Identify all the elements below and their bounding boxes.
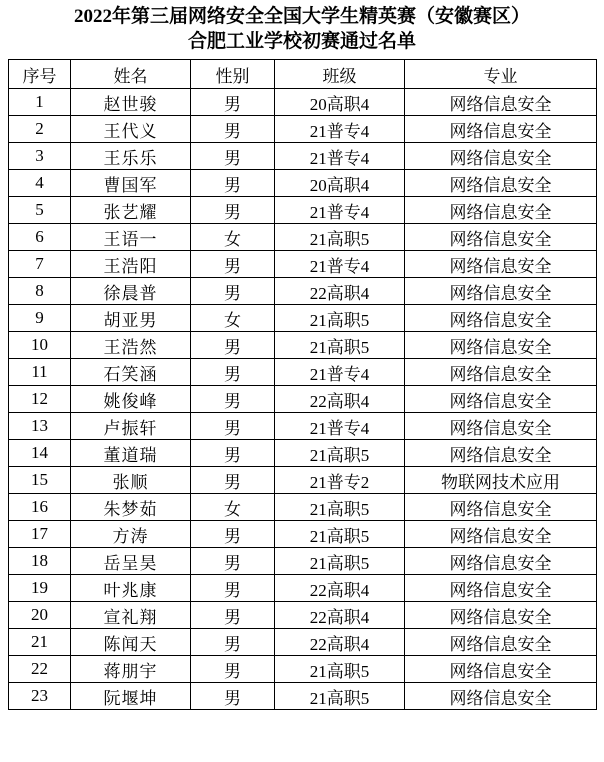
cell-seq: 20	[9, 602, 71, 629]
cell-major: 网络信息安全	[405, 386, 597, 413]
cell-sex: 女	[191, 224, 275, 251]
table-row	[9, 332, 597, 359]
cell-sex: 男	[191, 548, 275, 575]
cell-sex: 女	[191, 494, 275, 521]
cell-major: 网络信息安全	[405, 332, 597, 359]
cell-seq: 12	[9, 386, 71, 413]
cell-class: 21高职5	[275, 224, 405, 251]
table-row	[9, 467, 597, 494]
cell-sex: 女	[191, 305, 275, 332]
cell-seq: 16	[9, 494, 71, 521]
cell-name: 王语一	[71, 224, 191, 251]
cell-name: 张顺	[71, 467, 191, 494]
cell-major: 网络信息安全	[405, 251, 597, 278]
cell-name: 王代义	[71, 116, 191, 143]
cell-sex: 男	[191, 359, 275, 386]
cell-seq: 15	[9, 467, 71, 494]
cell-name: 阮堰坤	[71, 683, 191, 710]
table-row	[9, 494, 597, 521]
cell-class: 20高职4	[275, 170, 405, 197]
cell-sex: 男	[191, 440, 275, 467]
cell-major: 网络信息安全	[405, 305, 597, 332]
cell-class: 22高职4	[275, 386, 405, 413]
cell-major: 网络信息安全	[405, 440, 597, 467]
cell-major: 网络信息安全	[405, 575, 597, 602]
cell-major: 网络信息安全	[405, 521, 597, 548]
cell-class: 20高职4	[275, 89, 405, 116]
table-row	[9, 89, 597, 116]
table-row	[9, 521, 597, 548]
cell-class: 21高职5	[275, 440, 405, 467]
cell-name: 姚俊峰	[71, 386, 191, 413]
cell-seq: 8	[9, 278, 71, 305]
cell-seq: 21	[9, 629, 71, 656]
cell-sex: 男	[191, 656, 275, 683]
cell-major: 网络信息安全	[405, 494, 597, 521]
table-header	[9, 60, 597, 89]
table-header-row	[9, 60, 597, 89]
cell-class: 21高职5	[275, 656, 405, 683]
table-row	[9, 116, 597, 143]
cell-class: 21普专4	[275, 413, 405, 440]
cell-name: 石笑涵	[71, 359, 191, 386]
cell-major: 物联网技术应用	[405, 467, 597, 494]
cell-class: 21高职5	[275, 332, 405, 359]
cell-name: 胡亚男	[71, 305, 191, 332]
cell-name: 张艺耀	[71, 197, 191, 224]
cell-seq: 5	[9, 197, 71, 224]
cell-class: 21高职5	[275, 494, 405, 521]
cell-seq: 11	[9, 359, 71, 386]
cell-name: 方涛	[71, 521, 191, 548]
document-title-line-1: 2022年第三届网络安全全国大学生精英赛（安徽赛区）	[73, 6, 530, 27]
cell-seq: 1	[9, 89, 71, 116]
roster-table	[8, 59, 597, 710]
cell-sex: 男	[191, 170, 275, 197]
cell-sex: 男	[191, 602, 275, 629]
cell-seq: 6	[9, 224, 71, 251]
column-header-sex: 性别	[191, 60, 275, 89]
cell-seq: 19	[9, 575, 71, 602]
cell-sex: 男	[191, 89, 275, 116]
cell-name: 岳呈昊	[71, 548, 191, 575]
cell-name: 王浩阳	[71, 251, 191, 278]
cell-sex: 男	[191, 386, 275, 413]
table-row	[9, 602, 597, 629]
cell-sex: 男	[191, 251, 275, 278]
cell-name: 曹国军	[71, 170, 191, 197]
table-row	[9, 278, 597, 305]
cell-seq: 17	[9, 521, 71, 548]
cell-sex: 男	[191, 521, 275, 548]
cell-seq: 10	[9, 332, 71, 359]
cell-class: 21普专4	[275, 251, 405, 278]
cell-class: 21普专2	[275, 467, 405, 494]
table-row	[9, 575, 597, 602]
cell-name: 赵世骏	[71, 89, 191, 116]
cell-sex: 男	[191, 683, 275, 710]
cell-sex: 男	[191, 413, 275, 440]
cell-major: 网络信息安全	[405, 89, 597, 116]
cell-class: 21高职5	[275, 305, 405, 332]
cell-name: 叶兆康	[71, 575, 191, 602]
cell-class: 21高职5	[275, 521, 405, 548]
document-title-line-2: 合肥工业学校初赛通过名单	[187, 31, 416, 52]
table-row	[9, 683, 597, 710]
cell-name: 徐晨普	[71, 278, 191, 305]
cell-class: 22高职4	[275, 602, 405, 629]
cell-seq: 3	[9, 143, 71, 170]
table-row	[9, 629, 597, 656]
table-row	[9, 548, 597, 575]
cell-major: 网络信息安全	[405, 143, 597, 170]
cell-seq: 13	[9, 413, 71, 440]
cell-sex: 男	[191, 575, 275, 602]
cell-class: 21普专4	[275, 116, 405, 143]
cell-name: 蒋朋宇	[71, 656, 191, 683]
cell-class: 21高职5	[275, 548, 405, 575]
cell-major: 网络信息安全	[405, 224, 597, 251]
column-header-major: 专业	[405, 60, 597, 89]
cell-sex: 男	[191, 143, 275, 170]
cell-seq: 14	[9, 440, 71, 467]
cell-major: 网络信息安全	[405, 197, 597, 224]
cell-class: 21普专4	[275, 359, 405, 386]
cell-class: 22高职4	[275, 629, 405, 656]
cell-seq: 7	[9, 251, 71, 278]
cell-sex: 男	[191, 467, 275, 494]
cell-major: 网络信息安全	[405, 548, 597, 575]
cell-name: 王浩然	[71, 332, 191, 359]
table-row	[9, 656, 597, 683]
column-header-seq: 序号	[9, 60, 71, 89]
cell-name: 卢振轩	[71, 413, 191, 440]
cell-major: 网络信息安全	[405, 602, 597, 629]
cell-class: 21高职5	[275, 683, 405, 710]
cell-name: 朱梦茹	[71, 494, 191, 521]
cell-seq: 9	[9, 305, 71, 332]
cell-class: 21普专4	[275, 143, 405, 170]
table-body	[9, 89, 597, 710]
table-row	[9, 413, 597, 440]
cell-class: 22高职4	[275, 575, 405, 602]
cell-seq: 18	[9, 548, 71, 575]
cell-seq: 4	[9, 170, 71, 197]
cell-sex: 男	[191, 629, 275, 656]
cell-class: 21普专4	[275, 197, 405, 224]
cell-sex: 男	[191, 116, 275, 143]
column-header-name: 姓名	[71, 60, 191, 89]
table-row	[9, 386, 597, 413]
cell-sex: 男	[191, 197, 275, 224]
cell-sex: 男	[191, 332, 275, 359]
table-row	[9, 359, 597, 386]
cell-major: 网络信息安全	[405, 656, 597, 683]
cell-major: 网络信息安全	[405, 170, 597, 197]
cell-name: 董道瑞	[71, 440, 191, 467]
cell-name: 陈闻天	[71, 629, 191, 656]
cell-seq: 2	[9, 116, 71, 143]
cell-class: 22高职4	[275, 278, 405, 305]
column-header-class: 班级	[275, 60, 405, 89]
cell-major: 网络信息安全	[405, 116, 597, 143]
table-row	[9, 143, 597, 170]
cell-seq: 23	[9, 683, 71, 710]
table-row	[9, 305, 597, 332]
cell-major: 网络信息安全	[405, 359, 597, 386]
cell-seq: 22	[9, 656, 71, 683]
table-row	[9, 224, 597, 251]
cell-name: 宣礼翔	[71, 602, 191, 629]
table-row	[9, 197, 597, 224]
table-row	[9, 170, 597, 197]
cell-sex: 男	[191, 278, 275, 305]
table-row	[9, 440, 597, 467]
cell-major: 网络信息安全	[405, 629, 597, 656]
cell-major: 网络信息安全	[405, 413, 597, 440]
cell-major: 网络信息安全	[405, 278, 597, 305]
cell-major: 网络信息安全	[405, 683, 597, 710]
cell-name: 王乐乐	[71, 143, 191, 170]
table-row	[9, 251, 597, 278]
